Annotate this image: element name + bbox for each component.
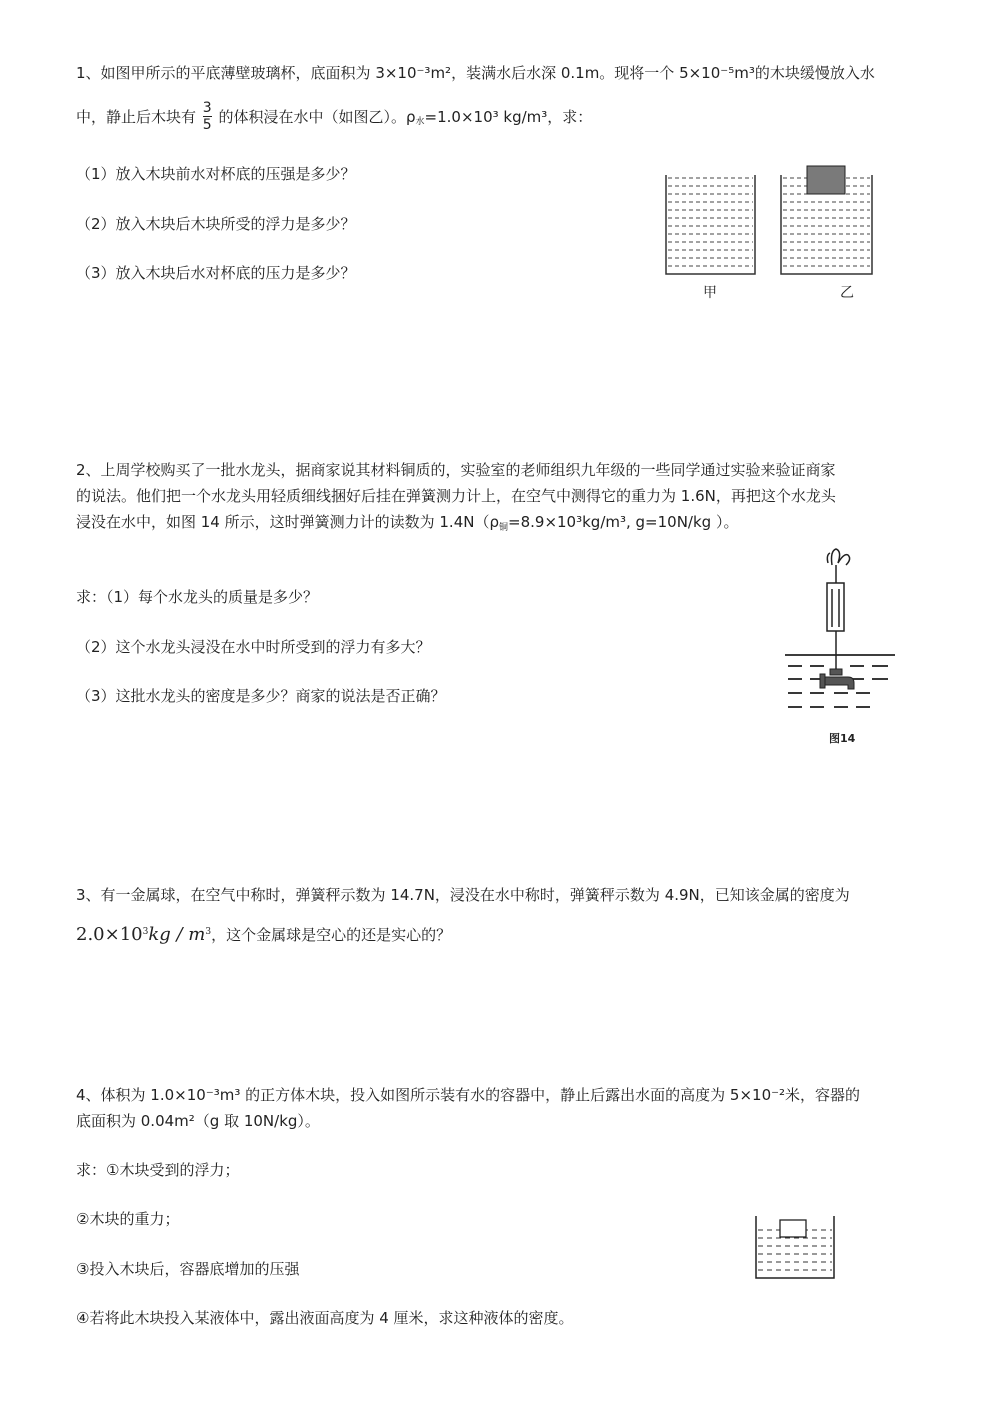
q2-sub2: （2）这个水龙头浸没在水中时所受到的浮力有多大？ — [76, 638, 431, 656]
q2-figure — [780, 545, 900, 730]
q3-line2 — [76, 924, 451, 945]
glass-a-label: 甲 — [703, 285, 717, 301]
fraction-numerator: 3 — [202, 100, 212, 116]
formula-exponent: 3 — [142, 927, 149, 937]
q1-line2-post: =1.0×10³ kg/m³，求： — [424, 108, 593, 126]
q2-line1: 2、上周学校购买了一批水龙头，据商家说其材料铜质的，实验室的老师组织九年级的一些同学通过实验来验证商家 — [76, 461, 836, 479]
rho-copper-subscript: 铜 — [499, 523, 509, 533]
q2-sub1: 求：（1）每个水龙头的质量是多少？ — [76, 588, 319, 606]
q1-line2 — [76, 100, 592, 133]
q2-line3 — [76, 511, 738, 533]
formula-unit-exponent: 3 — [205, 927, 212, 937]
q4-sub4: ④若将此木块投入某液体中，露出液面高度为 4 厘米，求这种液体的密度。 — [76, 1309, 574, 1327]
q4-figure — [750, 1212, 840, 1284]
q1-sub3: （3）放入木块后水对杯底的压力是多少？ — [76, 264, 356, 282]
q1-line2-mid: 的体积浸在水中（如图乙）。ρ — [218, 108, 416, 126]
fraction-three-fifths — [203, 100, 212, 133]
q2-sub3: （3）这批水龙头的密度是多少？商家的说法是否正确？ — [76, 687, 446, 705]
glass-b — [781, 166, 872, 274]
q4-sub2: ②木块的重力； — [76, 1210, 180, 1228]
q4-line2: 底面积为 0.04m²（g 取 10N/kg）。 — [76, 1112, 320, 1130]
glass-a — [666, 175, 755, 274]
glass-b-label: 乙 — [840, 285, 854, 301]
q1-line2-pre: 中，静止后木块有 — [76, 108, 197, 126]
q4-sub1: 求：①木块受到的浮力； — [76, 1161, 240, 1179]
q4-sub3: ③投入木块后，容器底增加的压强 — [76, 1260, 300, 1278]
rho-water-subscript: 水 — [415, 117, 425, 127]
wood-block — [807, 166, 845, 194]
q3-line2-text: ，这个金属球是空心的还是实心的？ — [211, 926, 452, 944]
density-formula — [76, 924, 211, 945]
fraction-denominator: 5 — [202, 117, 212, 133]
formula-unit: kg / m — [148, 924, 206, 945]
figure-14-label: 图14 — [829, 732, 856, 745]
faucet — [820, 669, 854, 689]
q1-sub1: （1）放入木块前水对杯底的压强是多少？ — [76, 165, 356, 183]
q3-line1: 3、有一金属球，在空气中称时，弹簧秤示数为 14.7N，浸没在水中称时，弹簧秤示数为 4.9N，已知该金属的密度为 — [76, 886, 850, 904]
q2-line2: 的说法。他们把一个水龙头用轻质细线捆好后挂在弹簧测力计上，在空气中测得它的重力为 1.6N，再把这个水龙头 — [76, 487, 836, 505]
q4-line1: 4、体积为 1.0×10⁻³m³ 的正方体木块，投入如图所示装有水的容器中，静止后露出水面的高度为 5×10⁻²米，容器的 — [76, 1086, 861, 1104]
q1-sub2: （2）放入木块后木块所受的浮力是多少？ — [76, 215, 356, 233]
q2-line3-pre: 浸没在水中，如图 14 所示，这时弹簧测力计的读数为 1.4N（ρ — [76, 513, 499, 531]
floating-wood-block — [780, 1220, 806, 1237]
q1-line1: 1、如图甲所示的平底薄壁玻璃杯，底面积为 3×10⁻³m²，装满水后水深 0.1m。现将一个 5×10⁻⁵m³的木块缓慢放入水 — [76, 64, 875, 82]
q2-line3-post: =8.9×10³kg/m³, g=10N/kg ）。 — [508, 513, 739, 531]
formula-mantissa: 2.0×10 — [76, 924, 143, 945]
